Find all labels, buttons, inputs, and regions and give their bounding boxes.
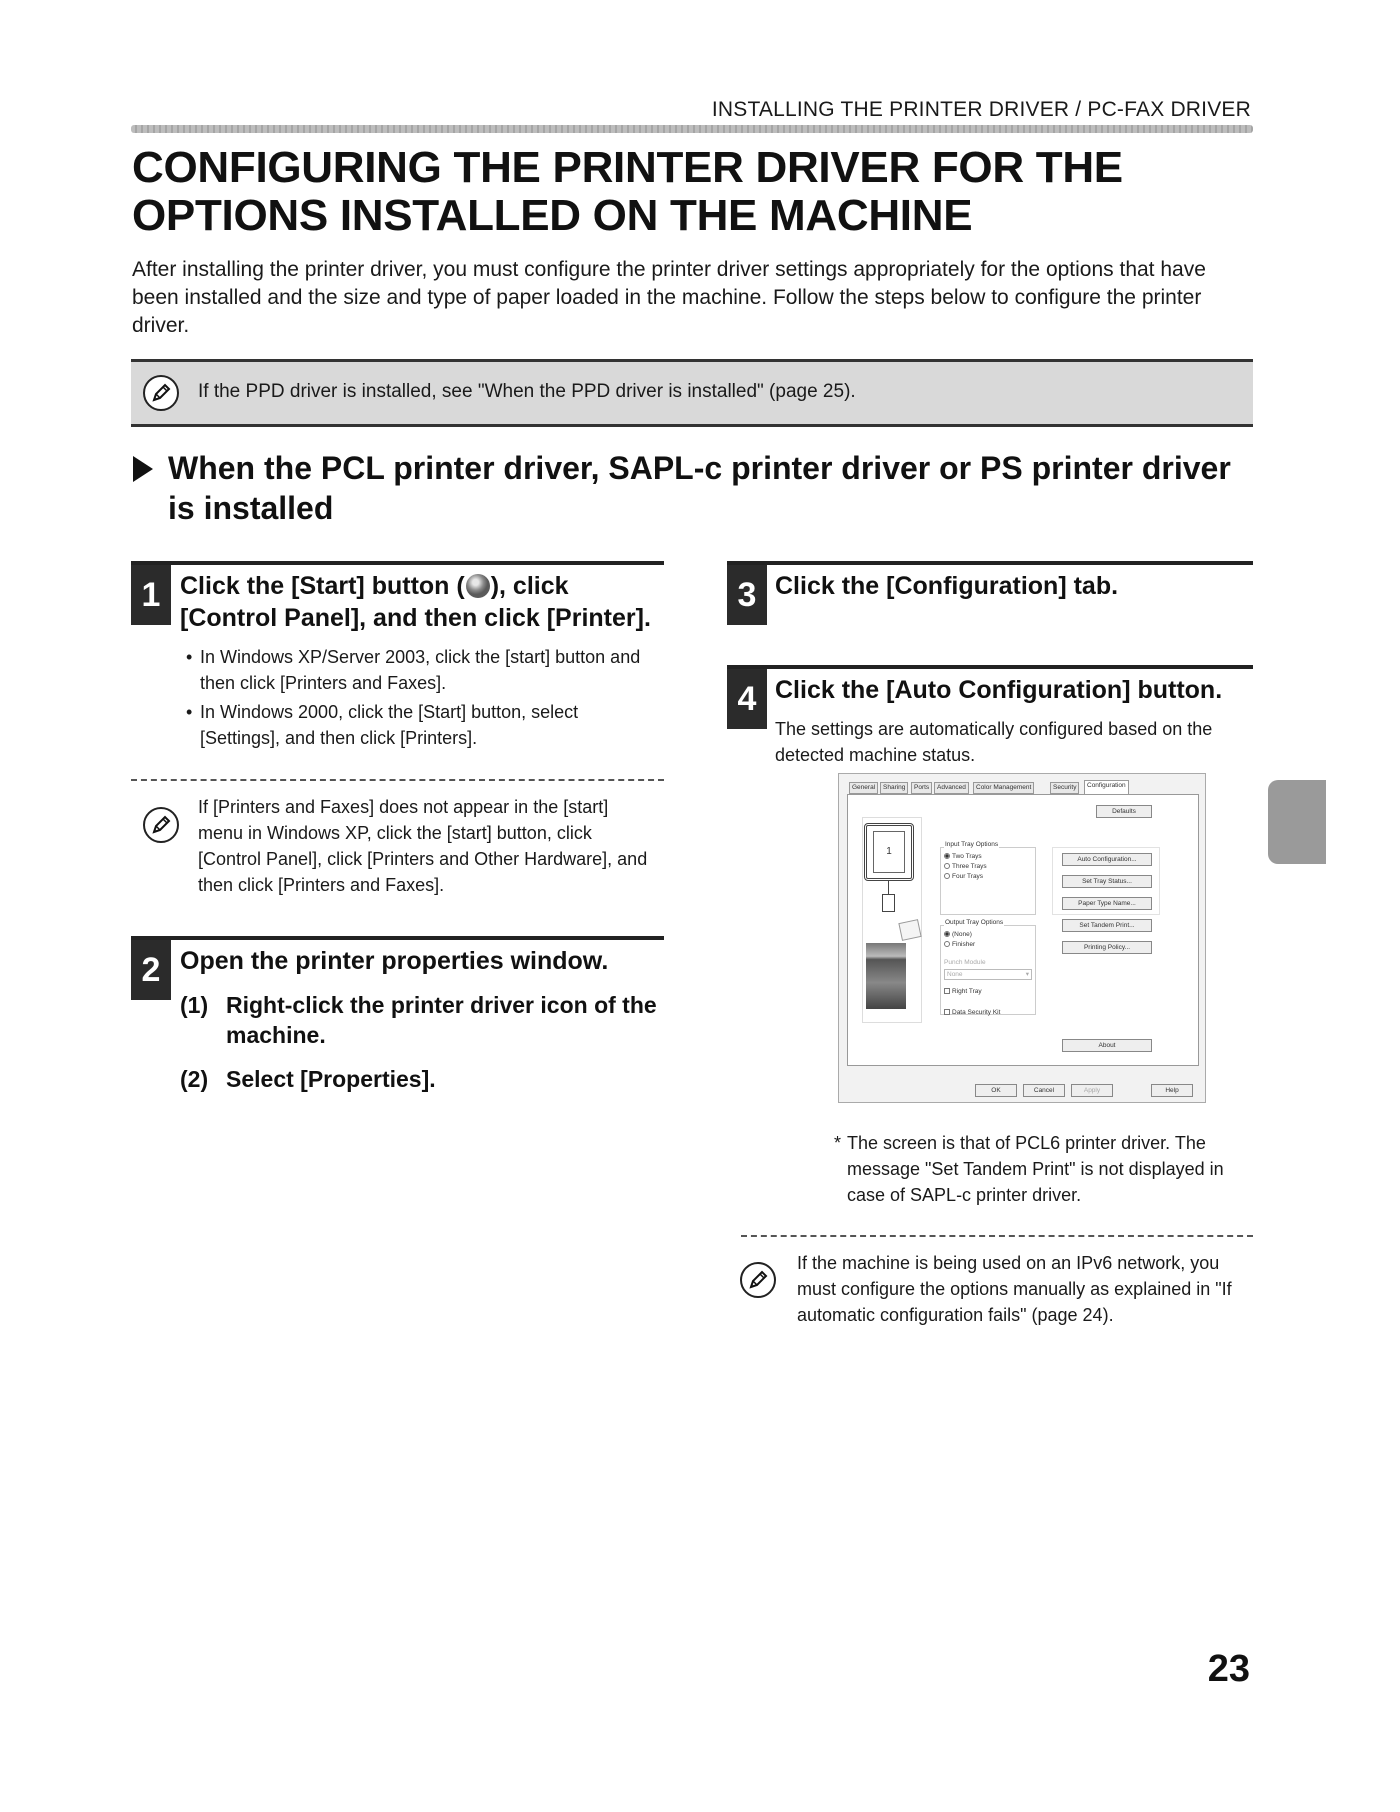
ppd-note-text: If the PPD driver is installed, see "When the PPD driver is installed" (page 25).: [198, 381, 856, 402]
punch-module-select[interactable]: [944, 969, 1032, 980]
output-tray-label: Output Tray Options: [945, 919, 1004, 926]
data-security-checkbox[interactable]: [944, 1009, 1000, 1017]
step1-title: [180, 570, 670, 634]
pencil-note-icon: [143, 375, 179, 411]
dialog-tab[interactable]: Ports: [911, 782, 932, 794]
pencil-note-icon: [740, 1262, 776, 1298]
dialog-tab[interactable]: Advanced: [934, 782, 969, 794]
radio-label: (None): [952, 931, 972, 938]
step4-body: The settings are automatically configured based on the detected machine status.: [775, 719, 1213, 765]
ok-button[interactable]: OK: [975, 1084, 1017, 1097]
auto-configuration-button[interactable]: Auto Configuration...: [1062, 853, 1152, 866]
radio-icon: [944, 941, 950, 947]
footnote-mark: *: [834, 1133, 842, 1153]
configuration-dialog-screenshot: [838, 773, 1206, 1103]
step1-rule: [131, 561, 664, 565]
dialog-panel: [847, 794, 1199, 1066]
right-tray-checkbox[interactable]: [944, 988, 982, 996]
step4-number: 4: [727, 669, 767, 729]
output-tray-icon: [882, 894, 895, 912]
page-number: 23: [1207, 1648, 1250, 1690]
radio-icon: [944, 873, 950, 879]
running-head: INSTALLING THE PRINTER DRIVER / PC-FAX DRIVER: [711, 98, 1251, 121]
defaults-button[interactable]: Defaults: [1096, 805, 1152, 818]
bullet-dot: •: [186, 647, 193, 667]
checkbox-label: Right Tray: [952, 988, 982, 995]
step1-bullet-text: In Windows XP/Server 2003, click the [start] button and then click [Printers and Faxes].: [200, 647, 641, 693]
step3-title: Click the [Configuration] tab.: [775, 572, 1119, 600]
radio-none[interactable]: [944, 931, 972, 939]
checkbox-icon: [944, 1009, 950, 1015]
punch-module-value: None: [947, 971, 963, 978]
step4-rule: [727, 665, 1253, 669]
set-tray-status-button[interactable]: Set Tray Status...: [1062, 875, 1152, 888]
step2-substep-num: (1): [180, 992, 209, 1018]
header-rule: [131, 125, 1253, 133]
step3-rule: [727, 561, 1253, 565]
radio-label: Two Trays: [952, 853, 982, 860]
copier-machine-icon: [866, 943, 906, 1009]
section-arrow-icon: [133, 456, 153, 482]
page-title: CONFIGURING THE PRINTER DRIVER FOR THE OPTIONS INSTALLED ON THE MACHINE: [132, 143, 1123, 240]
set-tandem-print-button[interactable]: Set Tandem Print...: [1062, 919, 1152, 932]
step1-bullet: [186, 644, 650, 696]
ipv6-note-text: If the machine is being used on an IPv6 network, you must configure the options manually as explained in "If automatic configuration fails" (page 24).: [797, 1253, 1232, 1325]
radio-finisher[interactable]: [944, 941, 975, 949]
bullet-dot: •: [186, 702, 193, 722]
chevron-down-icon: ▾: [1025, 971, 1029, 978]
radio-selected-icon: [944, 853, 950, 859]
tray-number: 1: [873, 831, 905, 873]
radio-icon: [944, 863, 950, 869]
apply-button[interactable]: Apply: [1071, 1084, 1113, 1097]
checkbox-label: Data Security Kit: [952, 1009, 1001, 1016]
dialog-tab-configuration[interactable]: Configuration: [1084, 780, 1129, 795]
dialog-tab[interactable]: Color Management: [973, 782, 1034, 794]
step4-title: Click the [Auto Configuration] button.: [775, 676, 1223, 704]
step3-number: 3: [727, 565, 767, 625]
tray-preview: [864, 823, 914, 881]
radio-label: Finisher: [952, 941, 976, 948]
pencil-note-icon: [143, 807, 179, 843]
dialog-tab[interactable]: Security: [1050, 782, 1079, 794]
radio-four-trays[interactable]: [944, 873, 983, 881]
cancel-button[interactable]: Cancel: [1023, 1084, 1065, 1097]
radio-label: Four Trays: [952, 873, 984, 880]
input-tray-label: Input Tray Options: [945, 841, 999, 848]
radio-two-trays[interactable]: [944, 853, 982, 861]
punch-module-label: Punch Module: [944, 959, 986, 966]
step1-title-after: ), click [Control Panel], and then click [Printer].: [180, 572, 651, 632]
radio-three-trays[interactable]: [944, 863, 987, 871]
dialog-tab[interactable]: Sharing: [880, 782, 908, 794]
start-orb-icon: [466, 574, 490, 598]
step2-rule: [131, 936, 664, 940]
about-button[interactable]: About: [1062, 1039, 1152, 1052]
printing-policy-button[interactable]: Printing Policy...: [1062, 941, 1152, 954]
chapter-side-tab: [1268, 780, 1326, 864]
dashed-divider: [131, 779, 664, 781]
step2-substep-text: Select [Properties].: [226, 1066, 436, 1092]
step2-substep-text: Right-click the printer driver icon of the machine.: [226, 992, 657, 1048]
step2-title: Open the printer properties window.: [180, 947, 609, 975]
step1-number: 1: [131, 565, 171, 625]
step2-number: 2: [131, 940, 171, 1000]
dashed-divider: [741, 1235, 1253, 1237]
step2-substep-num: (2): [180, 1066, 209, 1092]
screen-footnote: The screen is that of PCL6 printer driver. The message "Set Tandem Print" is not displayed in case of SAPL-c printer driver.: [847, 1133, 1224, 1205]
step1-title-before: Click the [Start] button (: [180, 572, 465, 600]
help-button[interactable]: Help: [1151, 1084, 1193, 1097]
dialog-tab[interactable]: General: [849, 782, 878, 794]
section-title: When the PCL printer driver, SAPL-c printer driver or PS printer driver is installed: [168, 450, 1231, 526]
paper-type-name-button[interactable]: Paper Type Name...: [1062, 897, 1152, 910]
connector-line: [888, 881, 889, 895]
radio-label: Three Trays: [952, 863, 987, 870]
step1-note-text: If [Printers and Faxes] does not appear in the [start] menu in Windows XP, click the [start] button, click [Control Panel], click [Printers and Other Hardware], and then click [Printers and Faxes].: [198, 797, 648, 895]
intro-paragraph: After installing the printer driver, you must configure the printer driver settings appropriately for the options that have been installed and the size and type of paper loaded in the machine. Follow the steps below to configure the printer driver.: [132, 258, 1206, 337]
step1-bullet-text: In Windows 2000, click the [Start] button, select [Settings], and then click [Printers].: [200, 702, 579, 748]
step1-bullet: [186, 699, 650, 751]
checkbox-icon: [944, 988, 950, 994]
radio-selected-icon: [944, 931, 950, 937]
